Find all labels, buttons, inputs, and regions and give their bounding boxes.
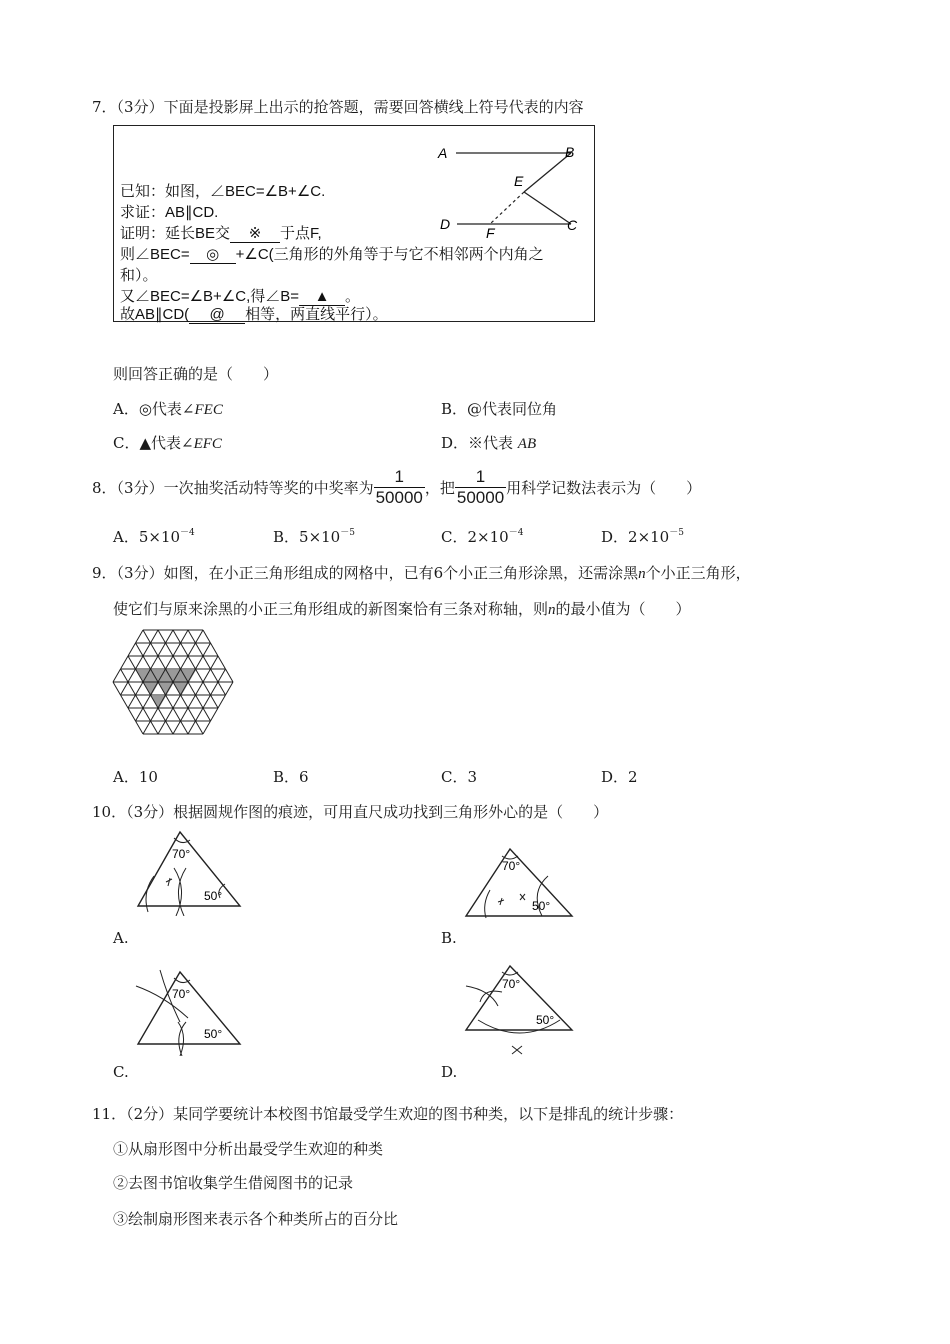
q10-option-c[interactable]: C. <box>113 1063 129 1081</box>
q7-label-E: E <box>514 173 524 189</box>
grid-line <box>166 695 174 708</box>
q10a-angle-70: 70° <box>172 847 191 861</box>
grid-line <box>196 695 204 708</box>
q7-blank-triangle: ▲ <box>299 288 345 306</box>
grid-line <box>136 630 144 643</box>
grid-line <box>158 643 166 656</box>
grid-line <box>166 656 174 669</box>
grid-line <box>128 708 136 721</box>
grid-line <box>128 669 136 682</box>
grid-line <box>166 721 174 734</box>
q11-step-2: ②去图书馆收集学生借阅图书的记录 <box>113 1174 354 1192</box>
q7-option-b[interactable]: B．@代表同位角 <box>441 400 558 418</box>
q11-step-1: ①从扇形图中分析出最受学生欢迎的种类 <box>113 1140 384 1158</box>
grid-line <box>181 643 189 656</box>
grid-line <box>166 643 174 656</box>
grid-line <box>173 643 181 656</box>
grid-line <box>136 656 144 669</box>
q7-label-B: B <box>565 144 575 160</box>
q8-fraction-1: $\frac{1}{50000}$ <box>375 466 423 507</box>
q10-figure-a <box>130 826 250 916</box>
grid-line <box>158 721 166 734</box>
grid-line <box>211 695 219 708</box>
q10d-angle-50: 50° <box>536 1013 555 1027</box>
q10c-angle-70: 70° <box>172 987 191 1001</box>
grid-line <box>121 695 129 708</box>
grid-line <box>136 708 144 721</box>
q7-blank-at: @ <box>189 306 245 324</box>
grid-line <box>211 669 219 682</box>
grid-line <box>188 682 196 695</box>
grid-line <box>218 669 226 682</box>
grid-line <box>128 682 136 695</box>
q7-stem: 7．（3分）下面是投影屏上出示的抢答题，需要回答横线上符号代表的内容 <box>92 98 584 116</box>
grid-line <box>211 643 219 656</box>
grid-line <box>181 695 189 708</box>
q9-stem-line1: 9．（3分）如图，在小正三角形组成的网格中，已有6个小正三角形涂黑，还需涂黑n个小正三角形， <box>92 564 751 582</box>
grid-line <box>151 630 159 643</box>
q7-proof-line7: 故AB∥CD( @ 相等，两直线平行）。 <box>120 306 388 323</box>
q7-option-a[interactable]: A．◎代表∠FEC <box>113 400 223 418</box>
q9-option-a[interactable]: A．10 <box>113 768 158 786</box>
q10-option-a[interactable]: A. <box>113 929 129 947</box>
q7-label-C: C <box>567 217 578 233</box>
grid-line <box>196 721 204 734</box>
q10-stem: 10．（3分）根据圆规作图的痕迹，可用直尺成功找到三角形外心的是（ ） <box>92 803 609 821</box>
q7-proof-line4: 则∠BEC= ◎ +∠C(三角形的外角等于与它不相邻两个内角之 <box>120 246 544 263</box>
grid-line <box>128 656 136 669</box>
grid-line <box>121 656 129 669</box>
grid-line <box>143 630 151 643</box>
q9-option-b[interactable]: B．6 <box>273 768 309 786</box>
grid-line <box>166 708 174 721</box>
q7-proof-line6: 又∠BEC=∠B+∠C,得∠B= ▲ 。 <box>120 288 361 305</box>
grid-line <box>211 708 219 721</box>
grid-line <box>196 669 204 682</box>
grid-line <box>226 682 234 695</box>
q10-figure-c <box>130 966 250 1056</box>
grid-line <box>196 630 204 643</box>
grid-line <box>196 708 204 721</box>
grid-line <box>151 721 159 734</box>
grid-line <box>158 708 166 721</box>
q7-blank-circle: ◎ <box>190 245 236 264</box>
grid-line <box>143 656 151 669</box>
grid-line <box>188 695 196 708</box>
q10b-angle-70: 70° <box>502 859 521 873</box>
grid-line <box>196 682 204 695</box>
q9-option-c[interactable]: C．3 <box>441 768 478 786</box>
grid-line <box>151 656 159 669</box>
grid-line <box>203 669 211 682</box>
q8-stem: 8．（3分）一次抽奖活动特等奖的中奖率为 $\frac{1}{50000}$ ，把 $\frac{1}{50000}$ 用科学记数法表示为（ ） <box>92 466 702 507</box>
grid-line <box>203 682 211 695</box>
q8-option-b[interactable]: B．$5\times 10^{-5}$ <box>273 528 355 546</box>
q9-option-d[interactable]: D．2 <box>601 768 638 786</box>
q9-grid-lines <box>113 630 233 734</box>
grid-line <box>143 695 151 708</box>
grid-line <box>203 643 211 656</box>
grid-line <box>181 721 189 734</box>
q10-figure-d <box>460 962 580 1062</box>
q8-fraction-2: $\frac{1}{50000}$ <box>456 466 505 507</box>
grid-line <box>188 643 196 656</box>
q8-option-a[interactable]: A．$5\times 10^{-4}$ <box>113 528 195 546</box>
grid-line <box>196 656 204 669</box>
q10-option-d[interactable]: D. <box>441 1063 458 1081</box>
grid-line <box>203 708 211 721</box>
q7-proof-line5: 和）。 <box>120 267 158 284</box>
grid-line <box>173 695 181 708</box>
grid-line <box>203 695 211 708</box>
grid-line <box>121 682 129 695</box>
q7-projection-box <box>113 125 595 322</box>
grid-line <box>188 656 196 669</box>
grid-line <box>188 721 196 734</box>
grid-line <box>151 643 159 656</box>
grid-line <box>136 721 144 734</box>
grid-line <box>181 708 189 721</box>
grid-line <box>128 643 136 656</box>
q7-prove: 求证：AB∥CD. <box>120 204 219 221</box>
q9-stem-line2: 使它们与原来涂黑的小正三角形组成的新图案恰有三条对称轴，则n的最小值为（ ） <box>113 600 691 618</box>
q10c-angle-50: 50° <box>204 1027 223 1041</box>
grid-line <box>121 669 129 682</box>
grid-line <box>113 669 121 682</box>
grid-line <box>203 656 211 669</box>
q7-blank-xmark: ※ <box>230 224 280 243</box>
q10d-angle-70: 70° <box>502 977 521 991</box>
q7-label-A: A <box>438 145 448 161</box>
q11-step-3: ③绘制扇形图来表示各个种类所占的百分比 <box>113 1210 399 1228</box>
grid-line <box>158 656 166 669</box>
grid-line <box>188 708 196 721</box>
q7-option-c[interactable]: C．▲代表∠EFC <box>113 434 222 452</box>
q9-triangle-grid-figure <box>108 624 244 744</box>
grid-line <box>211 656 219 669</box>
q7-option-d[interactable]: D．※代表 AB <box>441 434 537 452</box>
grid-line <box>226 669 234 682</box>
grid-line <box>143 643 151 656</box>
grid-line <box>143 721 151 734</box>
grid-line <box>166 630 174 643</box>
grid-line <box>136 643 144 656</box>
grid-line <box>143 708 151 721</box>
grid-line <box>211 682 219 695</box>
q8-option-c[interactable]: C．$2\times 10^{-4}$ <box>441 528 524 546</box>
q10-figure-b <box>460 846 580 920</box>
grid-line <box>173 721 181 734</box>
q7-prompt: 则回答正确的是（ ） <box>113 365 279 383</box>
grid-line <box>158 630 166 643</box>
grid-line <box>203 721 211 734</box>
grid-line <box>128 695 136 708</box>
grid-line <box>181 630 189 643</box>
grid-line <box>113 682 121 695</box>
grid-line <box>136 682 144 695</box>
grid-line <box>181 656 189 669</box>
grid-line <box>218 695 226 708</box>
q10-option-b[interactable]: B. <box>441 929 457 947</box>
q7-proof-line3: 证明：延长BE交 ※ 于点F, <box>120 225 322 242</box>
grid-line <box>173 656 181 669</box>
q7-label-D: D <box>440 216 451 232</box>
grid-line <box>173 708 181 721</box>
grid-line <box>203 630 211 643</box>
q11-stem: 11．（2分）某同学要统计本校图书馆最受学生欢迎的图书种类，以下是排乱的统计步骤： <box>92 1105 684 1123</box>
grid-line <box>136 695 144 708</box>
q7-given: 已知：如图，∠BEC=∠B+∠C. <box>120 183 326 200</box>
grid-line <box>188 630 196 643</box>
grid-line <box>173 630 181 643</box>
q10a-angle-50: 50° <box>204 889 223 903</box>
grid-line <box>218 682 226 695</box>
q7-label-F: F <box>486 225 495 241</box>
q10b-angle-50: 50° <box>532 899 551 913</box>
grid-line <box>196 643 204 656</box>
grid-line <box>151 708 159 721</box>
q8-option-d[interactable]: D．$2\times 10^{-5}$ <box>601 528 684 546</box>
grid-line <box>218 656 226 669</box>
